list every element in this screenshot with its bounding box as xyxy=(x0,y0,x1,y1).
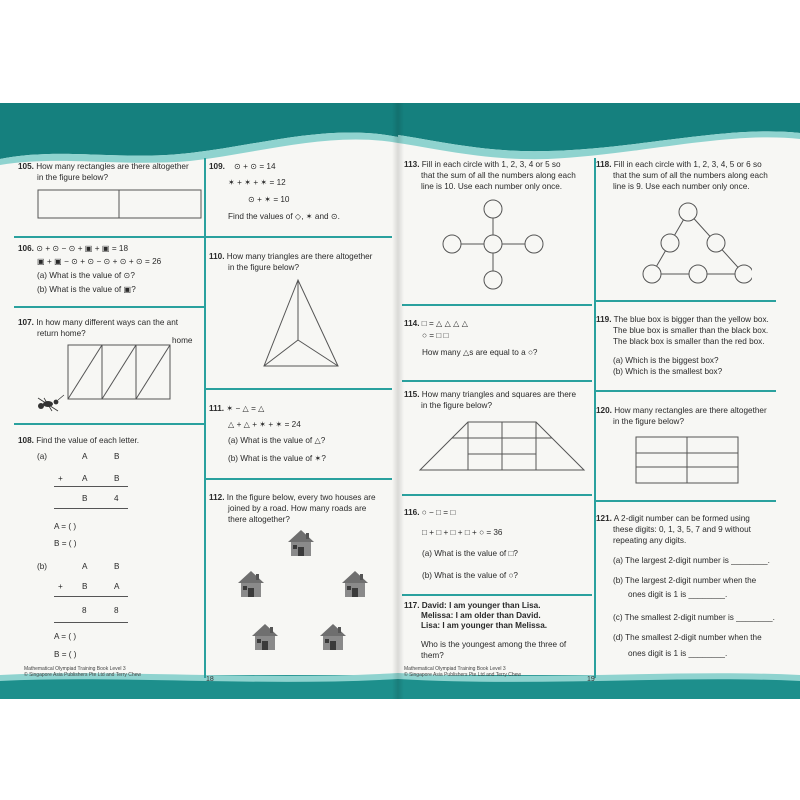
right-page-number: 19 xyxy=(587,676,595,683)
q118-text-2: that the sum of all the numbers along each xyxy=(613,171,768,180)
q118-triangle-circles-figure xyxy=(640,198,752,286)
right-footer-title: Mathematical Olympiad Training Book Level 3 xyxy=(404,666,506,672)
q112-text-3: there altogether? xyxy=(228,515,290,524)
separator xyxy=(206,236,392,238)
q121-part-b-2: ones digit is 1 is ________. xyxy=(628,590,728,599)
q120-text-2: in the figure below? xyxy=(613,417,685,426)
separator xyxy=(596,300,776,302)
q108-a-digit: B xyxy=(114,452,120,461)
q108-b-label: (b) xyxy=(37,562,48,571)
q119-part-b: (b) Which is the smallest box? xyxy=(613,367,723,376)
q106-part-b: (b) What is the value of ▣? xyxy=(37,285,136,294)
q113-text-2: that the sum of all the numbers along each xyxy=(421,171,576,180)
q110-text: 110. How many triangles are there altogether xyxy=(209,252,373,261)
q117-question: Who is the youngest among the three of xyxy=(421,640,567,649)
q115-trapezoid-figure xyxy=(418,420,588,474)
q117-statement-1: 117. David: I am younger than Lisa. xyxy=(404,601,541,610)
q108-b-digit: 8 xyxy=(82,606,87,615)
q117-statement-2: Melissa: I am older than David. xyxy=(421,611,541,620)
book-gutter xyxy=(392,103,404,699)
q121-part-a: (a) The largest 2-digit number is ________. xyxy=(613,556,770,565)
separator xyxy=(206,388,392,390)
separator xyxy=(596,500,776,502)
q108-a-answer-A: A = ( ) xyxy=(54,522,77,531)
q119-statement-2: The blue box is smaller than the black box. xyxy=(613,326,769,335)
q108-b-answer-B: B = ( ) xyxy=(54,650,77,659)
q108-a-digit: A xyxy=(82,452,88,461)
q121-part-b: (b) The largest 2-digit number when the xyxy=(613,576,757,585)
q108-a-digit: 4 xyxy=(114,494,119,503)
q110-text-2: in the figure below? xyxy=(228,263,300,272)
q120-rectangle-figure xyxy=(635,436,741,486)
house-icon xyxy=(320,624,346,650)
q121-part-c: (c) The smallest 2-digit number is ________. xyxy=(613,613,775,622)
q108-a-digit: A xyxy=(82,474,88,483)
q108-a-label: (a) xyxy=(37,452,48,461)
separator xyxy=(402,594,592,596)
q108-b-digit: B xyxy=(114,562,120,571)
separator xyxy=(14,423,204,425)
q119-statement-3: The black box is smaller than the red box. xyxy=(613,337,765,346)
q111-part-b: (b) What is the value of ✶? xyxy=(228,454,326,463)
ant-icon xyxy=(38,395,64,411)
q121-text: 121. A 2-digit number can be formed using xyxy=(596,514,750,523)
q108-b-plus: + xyxy=(58,582,63,591)
q116-eq2: □ + □ + □ + □ + ○ = 36 xyxy=(422,528,503,537)
q107-home-label: home xyxy=(172,336,193,345)
q107-grid-figure xyxy=(34,340,174,416)
separator xyxy=(596,390,776,392)
separator xyxy=(402,494,592,496)
q106-eq2: ▣ + ▣ − ⊙ + ⊙ − ⊙ + ⊙ + ⊙ = 26 xyxy=(37,257,162,266)
q108-a-sum-line xyxy=(54,486,128,487)
q119-part-a: (a) Which is the biggest box? xyxy=(613,356,719,365)
left-footer-title: Mathematical Olympiad Training Book Level 3 xyxy=(24,666,126,672)
q121-part-d-2: ones digit is 1 is ________. xyxy=(628,649,728,658)
q108-a-answer-B: B = ( ) xyxy=(54,539,77,548)
q105-text-2: in the figure below? xyxy=(37,173,109,182)
left-page-number: 18 xyxy=(206,676,214,683)
q108-a-plus: + xyxy=(58,474,63,483)
separator xyxy=(402,304,592,306)
q121-part-d: (d) The smallest 2-digit number when the xyxy=(613,633,762,642)
q108-b-result-line xyxy=(54,622,128,623)
q115-text: 115. How many triangles and squares are there xyxy=(404,390,577,399)
house-icon xyxy=(288,530,314,556)
q121-text-2: these digits: 0, 1, 3, 5, 7 and 9 without xyxy=(613,525,751,534)
q116-part-a: (a) What is the value of □? xyxy=(422,549,518,558)
q114-eq1: 114. □ = △ △ △ △ xyxy=(404,319,469,328)
q108-a-digit: B xyxy=(114,474,120,483)
q119-statement-1: 119. The blue box is bigger than the yellow box. xyxy=(596,315,769,324)
separator xyxy=(14,236,204,238)
q105-text: 105. How many rectangles are there altogether xyxy=(18,162,189,171)
q108-a-result-line xyxy=(54,508,128,509)
q115-text-2: in the figure below? xyxy=(421,401,493,410)
q108-b-digit: B xyxy=(82,582,88,591)
separator xyxy=(402,380,592,382)
q110-triangle-figure xyxy=(262,278,342,370)
q112-houses-figure xyxy=(230,528,390,668)
q113-text: 113. Fill in each circle with 1, 2, 3, 4 or 5 so xyxy=(404,160,561,169)
left-footer-copyright: © Singapore Asia Publishers Pte Ltd and Terry Chew xyxy=(24,672,141,678)
q108-b-answer-A: A = ( ) xyxy=(54,632,77,641)
q111-eq1: 111. ✶ − △ = △ xyxy=(209,404,265,413)
q108-b-digit: A xyxy=(82,562,88,571)
separator xyxy=(206,478,392,480)
q116-eq1: 116. ○ − □ = □ xyxy=(404,508,456,517)
q107-text: 107. In how many different ways can the ant xyxy=(18,318,179,327)
q111-eq2: △ + △ + ✶ + ✶ = 24 xyxy=(228,420,301,429)
house-icon xyxy=(252,624,278,650)
q105-rectangle-figure xyxy=(37,189,203,220)
q120-text: 120. How many rectangles are there altogether xyxy=(596,406,767,415)
q117-statement-3: Lisa: I am younger than Melissa. xyxy=(421,621,548,630)
q109-question: Find the values of ◇, ✶ and ⊙. xyxy=(228,212,340,221)
q113-text-3: line is 10. Use each number only once. xyxy=(421,182,563,191)
q112-text-2: joined by a road. How many roads are xyxy=(228,504,367,513)
q114-eq2: ○ = □ □ xyxy=(422,331,449,340)
house-icon xyxy=(342,571,368,597)
q121-text-3: repeating any digits. xyxy=(613,536,687,545)
q108-b-sum-line xyxy=(54,596,128,597)
right-column-divider xyxy=(594,158,596,678)
q109-eq2: ✶ + ✶ + ✶ = 12 xyxy=(228,178,286,187)
q106-part-a: (a) What is the value of ⊙? xyxy=(37,271,135,280)
q108-a-digit: B xyxy=(82,494,88,503)
q109-eq3: ⊙ + ✶ = 10 xyxy=(248,195,290,204)
q116-part-b: (b) What is the value of ○? xyxy=(422,571,518,580)
q107-text-2: return home? xyxy=(37,329,86,338)
q108-b-digit: 8 xyxy=(114,606,119,615)
separator xyxy=(14,306,204,308)
q112-text: 112. In the figure below, every two houses are xyxy=(209,493,376,502)
q111-part-a: (a) What is the value of △? xyxy=(228,436,326,445)
q118-text: 118. Fill in each circle with 1, 2, 3, 4, 5 or 6 so xyxy=(596,160,762,169)
q108-text: 108. Find the value of each letter. xyxy=(18,436,140,445)
house-icon xyxy=(238,571,264,597)
q118-text-3: line is 9. Use each number only once. xyxy=(613,182,750,191)
q113-cross-circles-figure xyxy=(438,198,548,298)
q114-question: How many △s are equal to a ○? xyxy=(422,348,538,357)
q117-question-2: them? xyxy=(421,651,444,660)
right-footer-copyright: © Singapore Asia Publishers Pte Ltd and Terry Chew xyxy=(404,672,521,678)
q106-eq1: 106. ⊙ + ⊙ − ⊙ + ▣ + ▣ = 18 xyxy=(18,244,129,253)
q108-b-digit: A xyxy=(114,582,120,591)
q109-eq1: 109. ⊙ + ⊙ = 14 xyxy=(209,162,276,171)
